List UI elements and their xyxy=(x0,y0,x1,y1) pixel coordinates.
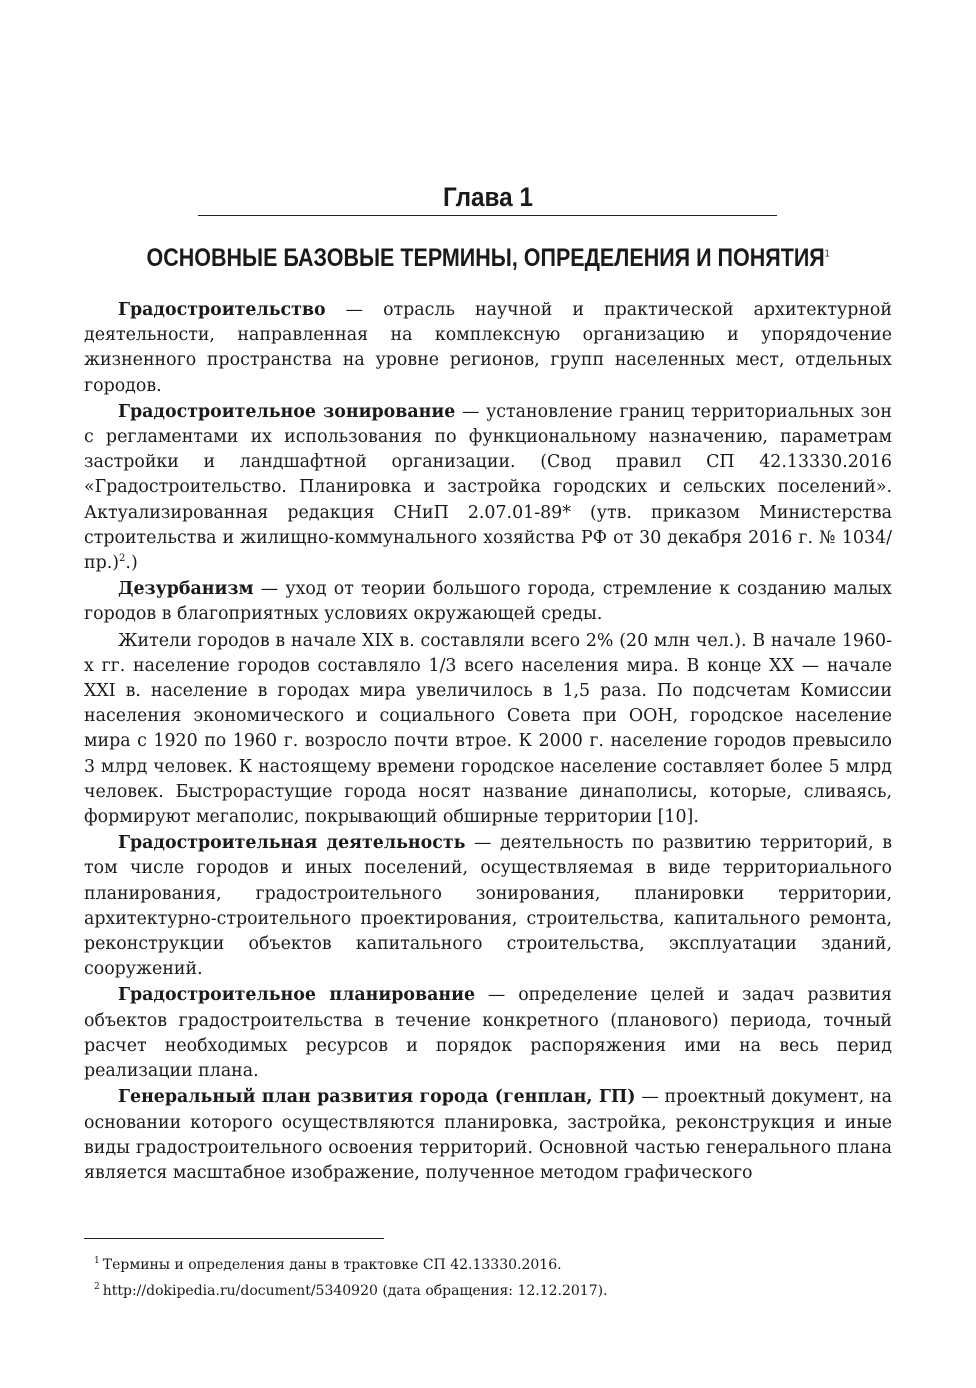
chapter-label: Глава 1 xyxy=(443,182,533,212)
footnote-number: 2 xyxy=(94,1282,100,1293)
body-text xyxy=(84,298,892,1187)
footnotes xyxy=(94,1252,894,1304)
paragraph xyxy=(84,1085,892,1186)
definition: — установление границ территориальных зон с регламентами их использования по функциональному назначению, параметрам застройки и ландшафтной организации. (Свод правил СП 42.13330.2016 «Градостроительство. Планировка и застройка городских и сельских поселений». Актуализированная редакция СНиП 2.07.01-89* (утв. приказом Министерства строительства и жилищно-коммунального хозяйства РФ от 30 декабря 2016 г. № 1034/пр.) xyxy=(84,401,892,574)
footnote-1 xyxy=(94,1252,894,1278)
paragraph xyxy=(84,831,892,982)
footnote-ref-1[interactable]: 1 xyxy=(824,248,830,260)
paragraph xyxy=(84,983,892,1084)
footnote-text: Термины и определения даны в трактовке СП 42.13330.2016. xyxy=(102,1257,562,1273)
chapter-title xyxy=(68,242,907,274)
definition: — проектный документ, на основании которого осуществляются планировка, застройка, реконструкция и иные виды градостроительного освоения территорий. Основной частью генерального плана является масштабное изображение, полученное методом графического xyxy=(84,1087,892,1183)
paragraph xyxy=(84,400,892,576)
chapter-title-text: ОСНОВНЫЕ БАЗОВЫЕ ТЕРМИНЫ, ОПРЕДЕЛЕНИЯ И ПОНЯТИЯ xyxy=(146,244,825,272)
definition: — определение целей и задач развития объектов градостроительства в течение конкретного (планового) периода, точный расчет необходимых ресурсов и порядок распоряжения ими на весь перид реализации плана. xyxy=(84,985,892,1082)
paragraph xyxy=(84,298,892,399)
footnote-ref-2[interactable]: 2 xyxy=(119,553,126,565)
term: Градостроительная деятельность xyxy=(118,833,466,854)
footnote-text[interactable]: http://dokipedia.ru/document/5340920 (дата обращения: 12.12.2017). xyxy=(102,1283,608,1299)
footnote-rule xyxy=(84,1238,384,1239)
definition: — отрасль научной и практической архитектурной деятельности, направленная на комплексную организацию и упорядочение жизненного пространства на уровне регионов, групп населенных мест, отдельных городов. xyxy=(84,300,892,396)
definition-tail: .) xyxy=(125,553,138,574)
definition: Жители городов в начале XIX в. составляли всего 2% (20 млн чел.). В начале 1960-х гг. население городов составляло 1/3 всего населения мира. В конце XX — начале XXI в. население в городах мира увеличилось в 1,5 раза. По подсчетам Комиссии населения экономического и социального Совета при ООН, городское население мира с 1920 по 1960 г. возросло почти втрое. К 2000 г. население городов превысило 3 млрд человек. К настоящему времени городское население составляет более 5 млрд человек. Быстрорастущие города носят название динаполисы, которые, сливаясь, формируют мегаполис, покрывающий обширные территории [10]. xyxy=(84,630,892,828)
chapter-rule xyxy=(198,215,777,216)
term: Дезурбанизм xyxy=(118,579,254,600)
term: Генеральный план развития города (генплан, ГП) xyxy=(118,1087,636,1108)
paragraph xyxy=(84,577,892,627)
definition: — уход от теории большого города, стремление к созданию малых городов в благоприятных условиях окружающей среды. xyxy=(84,579,892,625)
term: Градостроительное планирование xyxy=(118,985,476,1006)
footnote-number: 1 xyxy=(94,1256,100,1267)
term: Градостроительство xyxy=(118,300,326,320)
term: Градостроительное зонирование xyxy=(118,401,456,422)
definition: — деятельность по развитию территорий, в том числе городов и иных поселений, осуществляемая в виде территориального планирования, градостроительного зонирования, планировки территории, архитектурно-строительного проектирования, строительства, капитального ремонта, реконструкции объектов капитального строительства, эксплуатации зданий, сооружений. xyxy=(84,833,892,980)
paragraph xyxy=(84,629,892,831)
footnote-2 xyxy=(94,1278,894,1304)
